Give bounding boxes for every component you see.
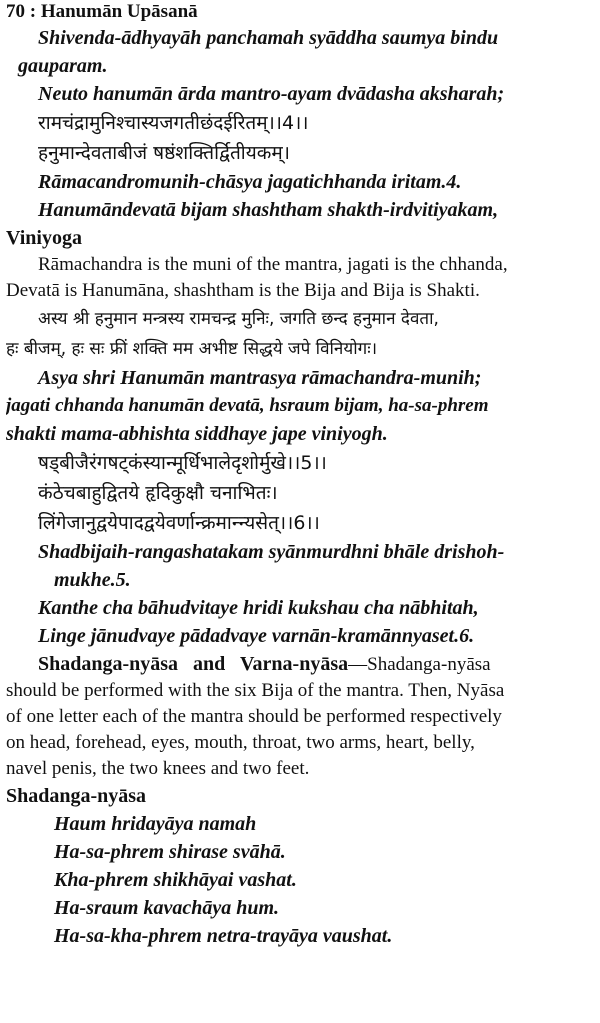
verse-line: gauparam.	[18, 55, 108, 77]
paragraph-line: Devatā is Hanumāna, shashtham is the Bija and Bija is Shakti.	[6, 280, 480, 301]
viniyoga-heading: Viniyoga	[6, 227, 82, 249]
mantra-line: Ha-sa-phrem shirase svāhā.	[54, 841, 286, 863]
devanagari-line: लिंगेजानुद्वयेपादद्वयेवर्णान्क्रमान्न्यसेत्।।6।।	[38, 512, 320, 534]
mantra-line: Ha-sa-kha-phrem netra-trayāya vaushat.	[54, 925, 393, 947]
devanagari-block-2	[6, 304, 592, 364]
devanagari-line: अस्य श्री हनुमान मन्त्रस्य रामचन्द्र मुनिः, जगति छन्द हनुमान देवता,	[38, 309, 439, 329]
paragraph-line: on head, forehead, eyes, mouth, throat, two arms, heart, belly,	[6, 732, 475, 753]
verse-line: Neuto hanumān ārda mantro-ayam dvādasha aksharah;	[38, 83, 505, 105]
paragraph-line: of one letter each of the mantra should be performed respectively	[6, 706, 502, 727]
viniyoga-paragraph	[6, 252, 592, 304]
mantra-line: Haum hridayāya namah	[54, 813, 257, 835]
paragraph-first-line	[6, 650, 592, 678]
verse-line: Asya shri Hanumān mantrasya rāmachandra-munih;	[38, 367, 482, 389]
devanagari-line: हनुमान्देवताबीजं षष्ठंशक्तिर्द्वितीयकम्।	[38, 142, 290, 164]
devanagari-line: हः बीजम्, हः सः फ्रीं शक्ति मम अभीष्ट सिद्धये जपे विनियोगः।	[6, 339, 378, 359]
verse-block-3	[6, 364, 592, 448]
verse-line: jagati chhanda hanumān devatā, hsraum bijam, ha-sa-phrem	[6, 395, 489, 416]
shadanga-heading: Shadanga-nyāsa	[6, 785, 147, 807]
mantra-line: Kha-phrem shikhāyai vashat.	[54, 869, 297, 891]
verse-line: Rāmacandromunih-chāsya jagatichhanda iritam.4.	[38, 171, 462, 193]
paragraph-line: Rāmachandra is the muni of the mantra, jagati is the chhanda,	[38, 254, 508, 275]
verse-line: mukhe.5.	[54, 569, 131, 591]
paragraph-line: navel penis, the two knees and two feet.	[6, 758, 310, 779]
mantra-line: Ha-sraum kavachāya hum.	[54, 897, 280, 919]
nyasa-dash-text: —Shadanga-nyāsa	[348, 654, 491, 675]
paragraph-line: should be performed with the six Bija of the mantra. Then, Nyāsa	[6, 680, 505, 701]
verse-line: shakti mama-abhishta siddhaye jape viniyogh.	[6, 423, 388, 445]
devanagari-line: रामचंद्रामुनिश्चास्यजगतीछंदईरितम्।।4।।	[38, 112, 309, 134]
verse-line: Shivenda-ādhyayāh panchamah syāddha saumya bindu	[38, 27, 499, 49]
devanagari-block-3	[6, 448, 592, 538]
verse-block-2	[6, 168, 592, 224]
nyasa-bold-lead: Shadanga-nyāsa and Varna-nyāsa	[38, 653, 349, 675]
verse-block-4	[6, 538, 592, 650]
shadanga-list	[6, 810, 592, 950]
verse-line: Kanthe cha bāhudvitaye hridi kukshau cha nābhitah,	[38, 597, 479, 619]
devanagari-line: षड्बीजैरंगषट्कंस्यान्मूर्धिभालेदृशोर्मुखे।।5।।	[38, 452, 327, 474]
verse-line: Hanumāndevatā bijam shashtham shakth-irdvitiyakam,	[38, 199, 499, 221]
verse-block-top	[6, 24, 592, 108]
verse-line: Shadbijaih-rangashatakam syānmurdhni bhāle drishoh-	[38, 541, 505, 563]
devanagari-line: कंठेचबाहुद्वितये हृदिकुक्षौ चनाभितः।	[38, 482, 278, 504]
page-header: 70 : Hanumān Upāsanā	[6, 1, 198, 22]
verse-line: Linge jānudvaye pādadvaye varnān-kramānnyaset.6.	[38, 625, 475, 647]
devanagari-block-1	[6, 108, 592, 168]
nyasa-paragraph	[6, 650, 592, 782]
